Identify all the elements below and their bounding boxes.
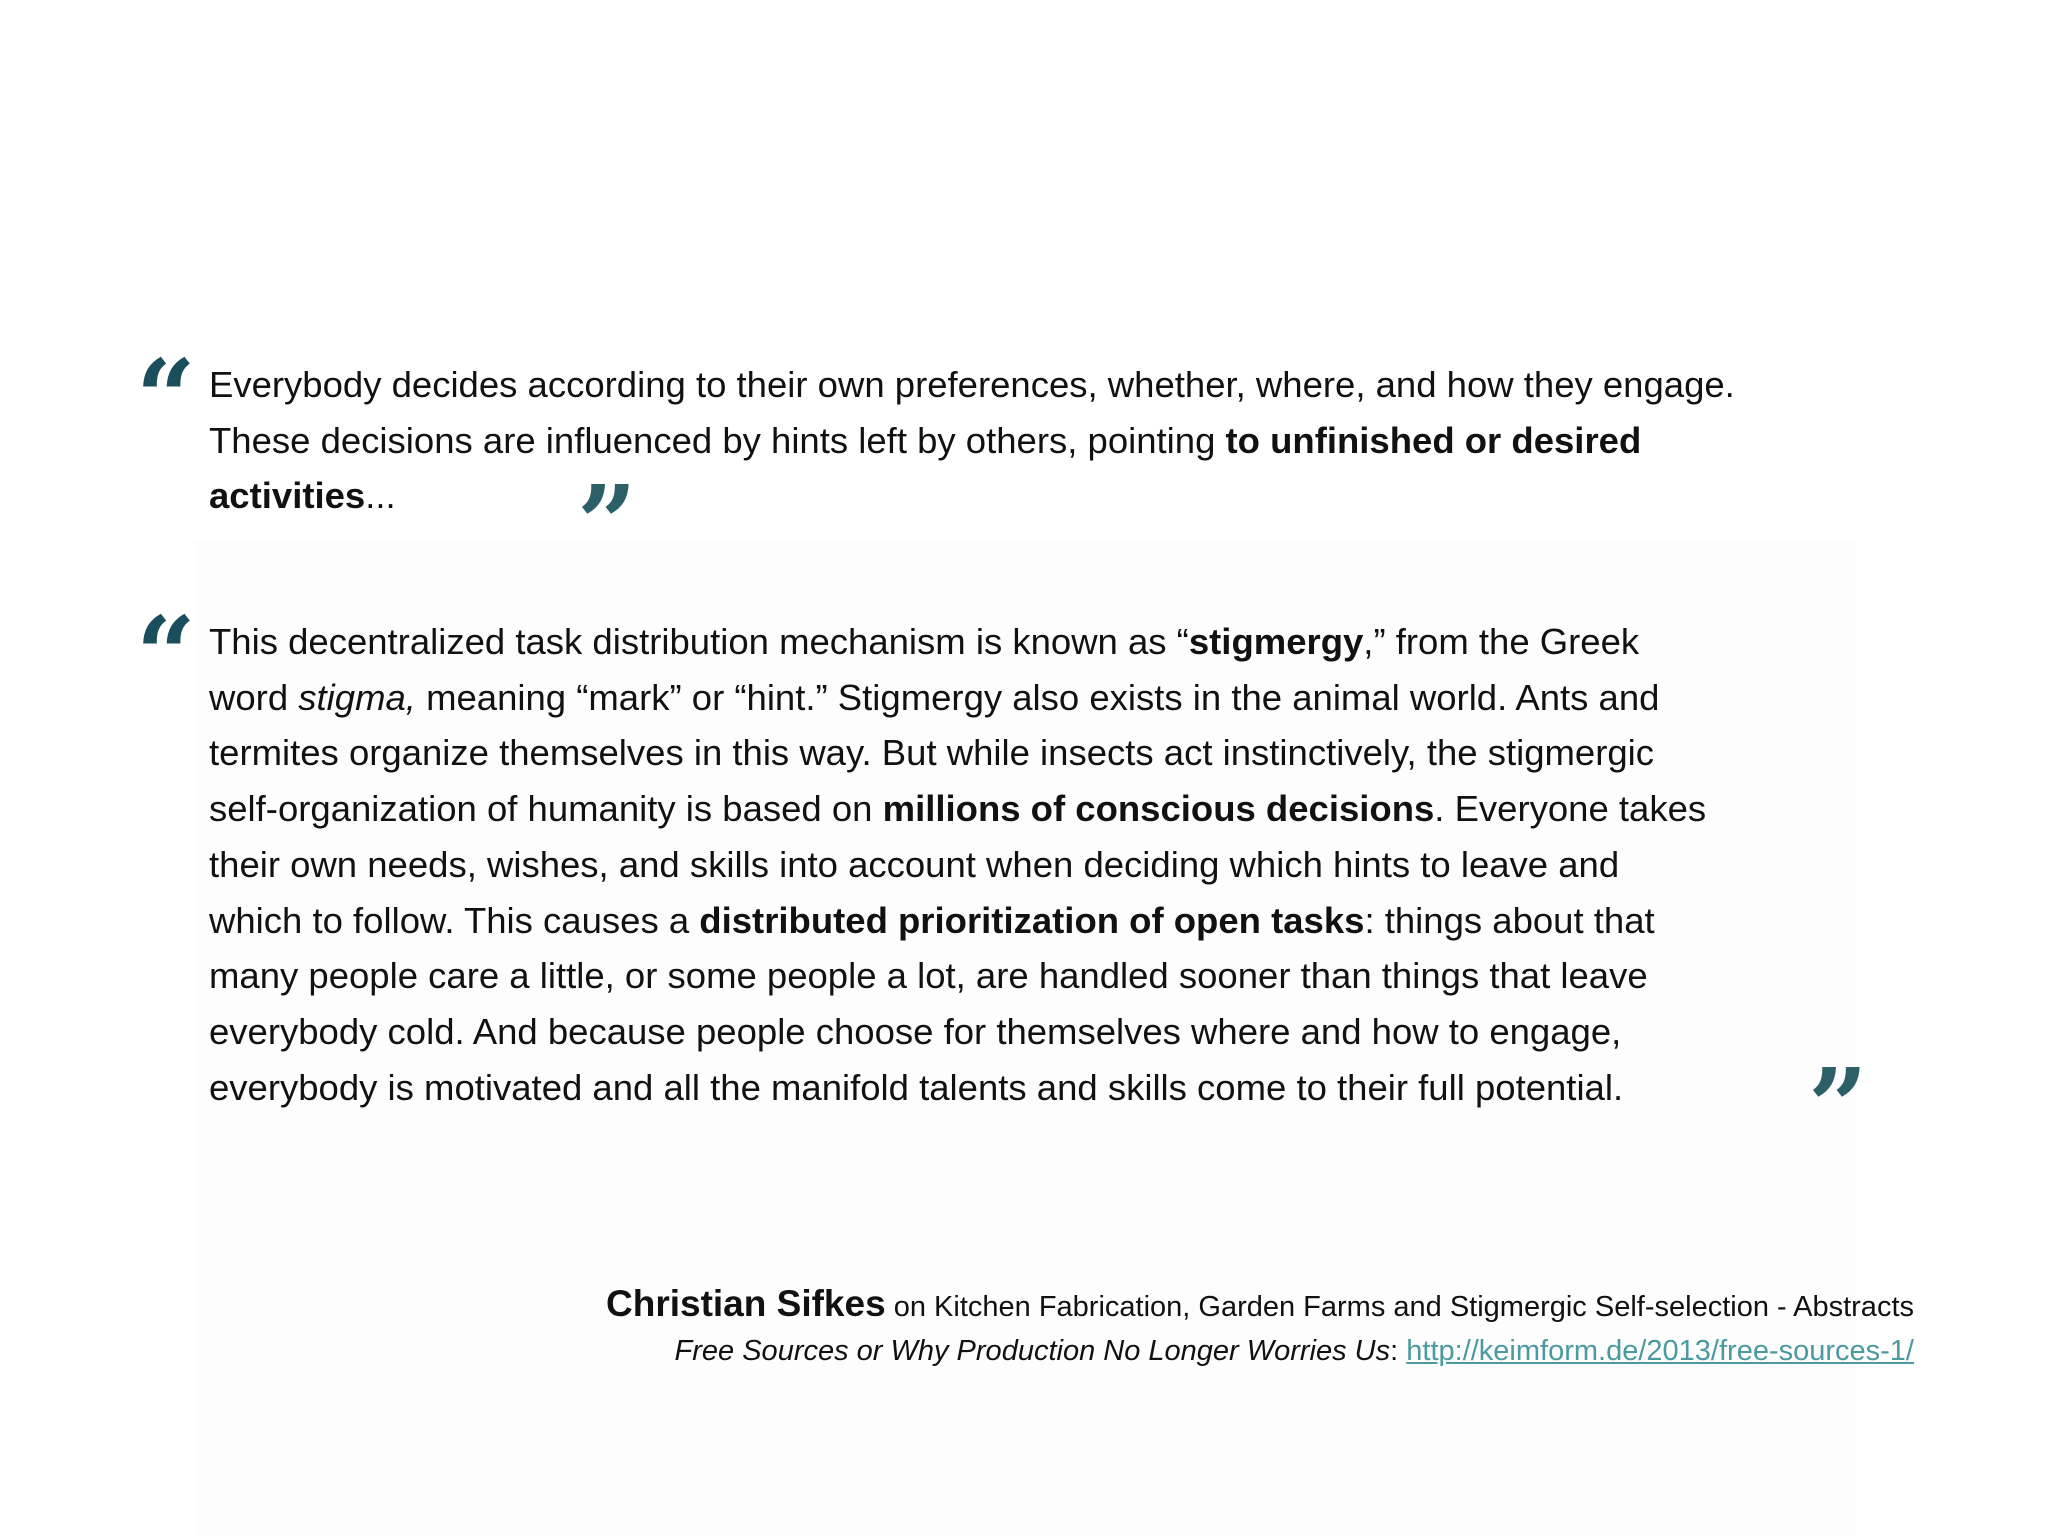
attribution-line-1 bbox=[606, 1280, 1914, 1331]
quote-2 bbox=[209, 614, 1909, 1115]
quote-2-line-9: everybody is motivated and all the manifold talents and skills come to their full potential. bbox=[209, 1066, 1624, 1108]
quote-1-line-1: Everybody decides according to their own preferences, whether, where, and how they engage. bbox=[209, 364, 1735, 405]
talk-title: on Kitchen Fabrication, Garden Farms and Stigmergic Self-selection - Abstracts bbox=[885, 1291, 1914, 1323]
close-quote-icon: ” bbox=[577, 462, 637, 585]
source-link[interactable]: http://keimform.de/2013/free-sources-1/ bbox=[1406, 1335, 1914, 1367]
quote-1-line-3: activities... bbox=[209, 475, 396, 517]
attribution bbox=[606, 1280, 1914, 1371]
quote-2-line-3: termites organize themselves in this way. But while insects act instinctively, the stigmergic bbox=[209, 732, 1655, 774]
quote-1-line-2: These decisions are influenced by hints left by others, pointing to unfinished or desired bbox=[209, 419, 1642, 461]
quote-2-line-6: which to follow. This causes a distributed prioritization of open tasks: things about that bbox=[209, 899, 1655, 941]
quote-2-line-5: their own needs, wishes, and skills into account when deciding which hints to leave and bbox=[209, 843, 1620, 885]
quote-2-line-7: many people care a little, or some people a lot, are handled sooner than things that leave bbox=[209, 955, 1648, 997]
close-quote-icon: ” bbox=[1808, 1045, 1868, 1168]
quote-2-line-1: This decentralized task distribution mechanism is known as “stigmergy,” from the Greek bbox=[209, 621, 1640, 662]
open-quote-icon: “ bbox=[136, 593, 196, 716]
author-name: Christian Sifkes bbox=[606, 1283, 886, 1324]
quote-2-line-4: self-organization of humanity is based on millions of conscious decisions. Everyone takes bbox=[209, 788, 1707, 830]
quote-2-line-8: everybody cold. And because people choose for themselves where and how to engage, bbox=[209, 1010, 1622, 1052]
source-title: Free Sources or Why Production No Longer Worries Us bbox=[674, 1335, 1391, 1367]
attribution-line-2: Free Sources or Why Production No Longer Worries Us: http://keimform.de/2013/free-sources-1/ bbox=[674, 1335, 1914, 1367]
quote-1 bbox=[209, 357, 1909, 524]
open-quote-icon: “ bbox=[136, 336, 196, 459]
quote-2-line-2: word stigma, meaning “mark” or “hint.” Stigmergy also exists in the animal world. Ants and bbox=[209, 676, 1660, 718]
